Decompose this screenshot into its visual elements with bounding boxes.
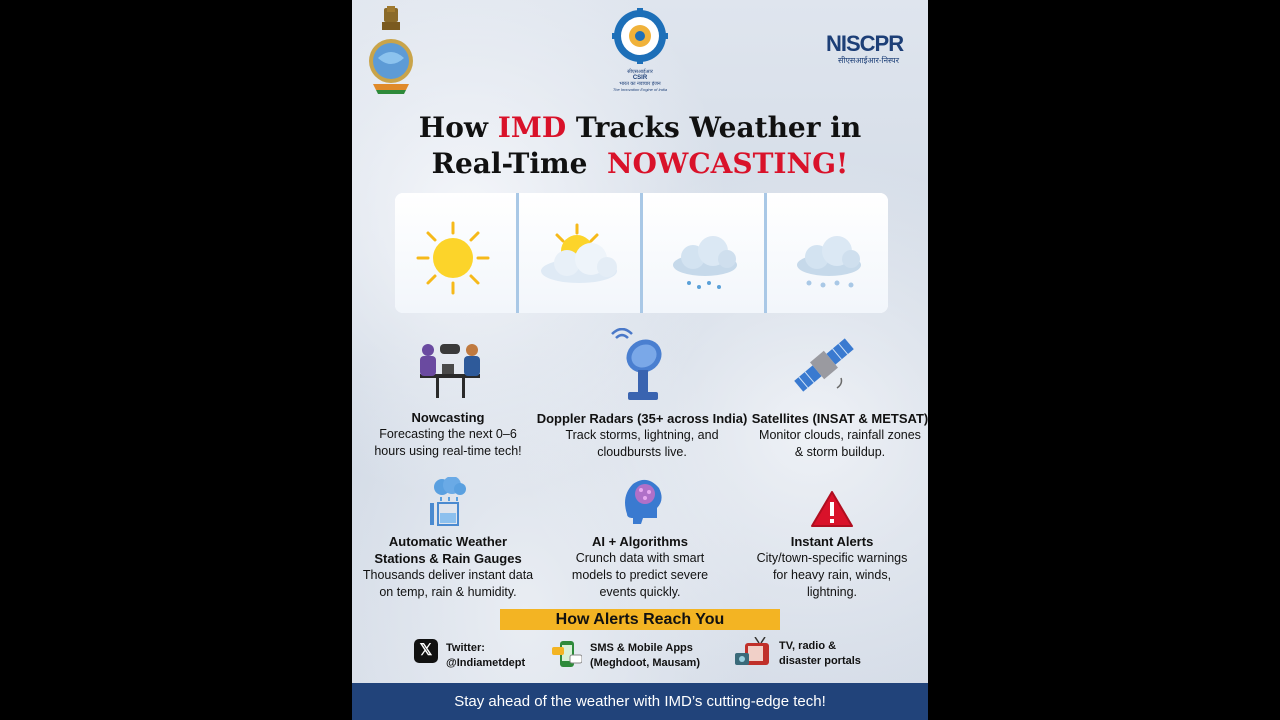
imd-emblem-logo [366,6,416,94]
feature-heading: Nowcasting [411,410,485,425]
sun-icon [395,193,515,313]
feature-doppler-radars [534,410,750,461]
feature-desc: Monitor clouds, rainfall zones & storm buildup. [759,428,921,459]
niscpr-logo-text: NISCPR [826,31,904,56]
csir-logo [608,8,672,92]
tv-radio-icon [735,637,771,669]
snow-cloud-icon [767,193,887,313]
weather-panel-snow [764,193,888,313]
channel-twitter[interactable] [414,639,525,671]
feature-instant-alerts [742,533,922,601]
people-meeting-icon [410,338,490,400]
csir-text-4: The Innovation Engine of India [612,87,668,92]
feature-nowcasting [358,409,538,460]
rain-gauge-icon [426,477,470,527]
poster [352,0,928,720]
niscpr-logo-subtext: सीएसआईआर-निस्पर [838,56,899,65]
feature-desc: City/town-specific warnings for heavy rain, winds, lightning. [756,551,908,599]
warning-icon [810,490,854,528]
channel-tv-radio[interactable] [735,637,861,669]
feature-desc: Forecasting the next 0–6 hours using real-time tech! [374,427,522,458]
title-line1-a: How [418,111,498,144]
feature-ai-algorithms [550,533,730,601]
csir-text-3: भारत का नवाचार इंजन [619,81,661,87]
channel-twitter-line1: Twitter: [446,642,485,654]
feature-heading: Instant Alerts [790,534,874,549]
phone-chat-icon [552,639,582,669]
sun-cloud-icon [519,193,639,313]
channel-twitter-line2[interactable]: @Indiametdept [446,657,526,669]
weather-panel-sunny [395,193,516,313]
satellite-icon [789,330,859,400]
channel-tv-line2: disaster portals [779,655,861,667]
alerts-banner: How Alerts Reach You [500,609,780,630]
feature-heading: AI + Algorithms [592,534,688,549]
feature-desc: Track storms, lightning, and cloudbursts live. [565,428,719,459]
title-line1-b: Tracks Weather in [566,111,862,144]
feature-desc: Thousands deliver instant data on temp, rain & humidity. [362,568,534,599]
channel-tv-line1: TV, radio & [779,640,837,652]
channel-sms-apps[interactable] [552,639,700,671]
weather-strip [395,193,888,313]
title-line2-a: Real-Time [431,147,607,180]
channel-sms-line2: (Meghdoot, Mausam) [590,657,700,669]
feature-desc: Crunch data with smart models to predict severe events quickly. [571,551,709,599]
footer-banner: Stay ahead of the weather with IMD’s cutting-edge tech! [352,683,928,720]
csir-text-2: CSIR [632,75,648,81]
feature-weather-stations [358,533,538,601]
feature-satellites [742,410,928,461]
ai-brain-icon [617,474,667,526]
weather-panel-rain [640,193,764,313]
radar-dish-icon [610,328,670,404]
rain-cloud-icon [643,193,763,313]
weather-panel-partly-cloudy [516,193,640,313]
feature-heading: Automatic Weather Stations & Rain Gauges [374,534,522,566]
feature-heading: Doppler Radars (35+ across India) [536,411,748,426]
page-title [352,110,928,182]
channel-sms-line1: SMS & Mobile Apps [590,642,693,654]
niscpr-logo [826,32,918,72]
title-imd: IMD [497,111,567,144]
x-logo-icon: 𝕏 [414,639,438,663]
csir-text-1: सीएसआईआर [627,69,653,75]
title-nowcasting: NOWCASTING! [606,147,849,180]
feature-heading: Satellites (INSAT & METSAT) [751,411,928,426]
